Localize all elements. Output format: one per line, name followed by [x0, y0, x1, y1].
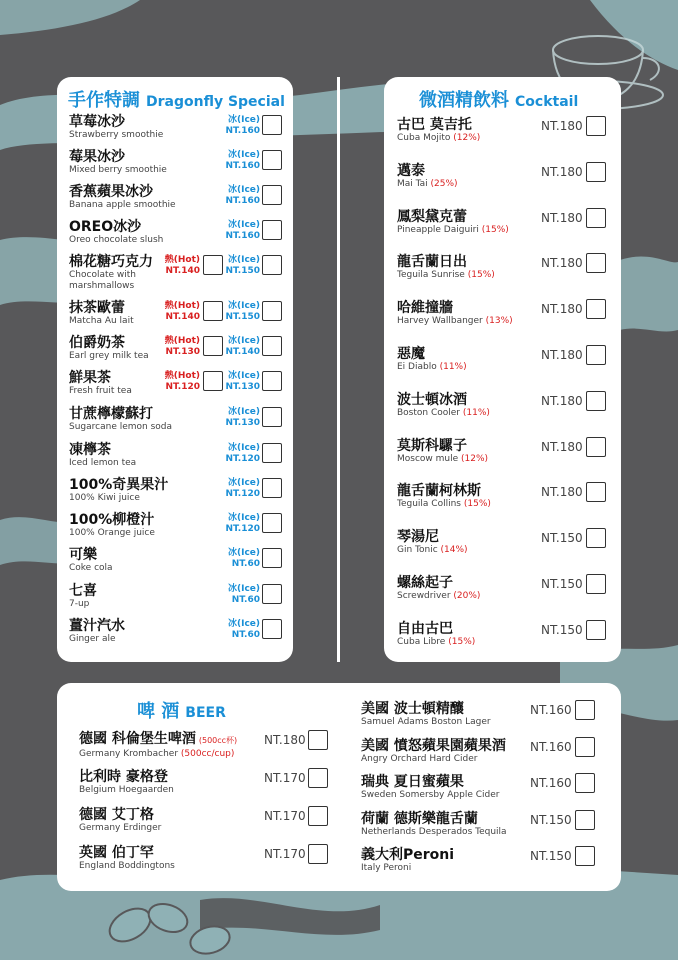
menu-item	[397, 346, 467, 373]
item-name-en-text: Belgium Hoegaarden	[79, 785, 174, 795]
order-checkbox[interactable]	[308, 730, 328, 750]
item-price: NT.170	[264, 847, 306, 861]
ice-price-value: NT.120	[225, 454, 260, 464]
menu-item	[397, 575, 480, 602]
item-name-en: Netherlands Desperados Tequila	[361, 826, 507, 837]
item-name-en: Italy Peroni	[361, 863, 412, 873]
ice-price	[220, 478, 260, 500]
item-name-en: 100% Orange juice	[69, 528, 155, 538]
item-name-en: Matcha Au lait	[69, 316, 134, 326]
item-name-zh: 邁泰	[397, 162, 425, 179]
alcohol-percent: (25%)	[430, 178, 458, 189]
item-name-zh: OREO冰沙	[69, 219, 142, 235]
order-checkbox[interactable]	[586, 162, 606, 182]
ice-checkbox[interactable]	[262, 584, 282, 604]
ice-price	[220, 407, 260, 429]
item-name-en: Sugarcane lemon soda	[69, 422, 173, 432]
item-price: NT.180	[264, 733, 306, 747]
item-name-zh	[79, 769, 174, 785]
menu-item	[397, 483, 491, 510]
item-name-zh: 哈維撞牆	[397, 300, 453, 317]
hot-price	[160, 371, 200, 393]
item-price: NT.180	[541, 256, 583, 271]
ice-price-value: NT.60	[231, 595, 260, 605]
item-name-en	[397, 179, 458, 190]
menu-item	[397, 117, 480, 144]
hot-price	[160, 336, 200, 358]
item-name-en-text: Boston Cooler	[397, 407, 461, 418]
item-name-en: Chocolate with	[69, 270, 136, 280]
item-price: NT.150	[541, 531, 583, 546]
item-name-zh: 美國 波士頓精釀	[361, 701, 464, 717]
ice-price-value: NT.60	[231, 630, 260, 640]
item-name-en: Ginger ale	[69, 634, 116, 644]
menu-item	[397, 300, 513, 327]
item-price: NT.180	[541, 439, 583, 454]
item-name-en	[79, 749, 237, 760]
menu-item	[397, 392, 490, 419]
item-price: NT.150	[541, 622, 583, 637]
item-name-zh: 螺絲起子	[397, 575, 453, 591]
menu-item	[69, 114, 163, 141]
order-checkbox[interactable]	[586, 116, 606, 136]
menu-item	[361, 847, 454, 874]
ice-label: 冰(Ice)	[227, 407, 260, 417]
item-name-en-line2: marshmallows	[69, 281, 135, 291]
menu-item	[397, 621, 475, 648]
item-name-zh-text: 比利時 豪格登	[79, 769, 168, 785]
item-name-zh: 龍舌蘭日出	[397, 254, 467, 271]
item-name-zh: 惡魔	[397, 346, 425, 362]
item-price: NT.170	[264, 771, 306, 785]
item-name-zh: 抹茶歐蕾	[69, 300, 125, 316]
size-note: (500cc杯)	[198, 736, 238, 745]
item-name-en-text: Germany Erdinger	[79, 823, 162, 833]
item-name-en-text: Germany Krombacher	[79, 749, 179, 759]
item-name-en-text: Harvey Wallbanger	[397, 316, 483, 327]
ice-price	[220, 220, 260, 242]
item-name-zh: 美國 憤怒蘋果園蘋果酒	[361, 737, 506, 754]
alcohol-percent: (15%)	[448, 636, 476, 647]
item-name-zh: 棉花糖巧克力	[69, 254, 153, 270]
item-name-zh: 瑞典 夏日蜜蘋果	[361, 774, 464, 790]
ice-price	[220, 115, 260, 137]
item-price: NT.160	[530, 739, 572, 754]
ice-price	[220, 336, 260, 358]
item-name-zh: 龍舌蘭柯林斯	[397, 483, 481, 500]
item-name-zh: 甘蔗檸檬蘇打	[69, 406, 153, 422]
size-note-en: (500cc/cup)	[180, 749, 235, 759]
ice-checkbox[interactable]	[262, 619, 282, 639]
menu-item	[69, 406, 172, 433]
hot-label: 熱(Hot)	[164, 371, 200, 381]
cocktail-title-en: Cocktail	[515, 94, 579, 110]
item-name-en: 7-up	[69, 599, 90, 609]
item-name-en	[397, 408, 490, 419]
item-name-en: Fresh fruit tea	[69, 386, 132, 396]
item-name-en	[79, 861, 175, 872]
hot-label: 熱(Hot)	[164, 255, 200, 265]
item-name-zh-text: 英國 伯丁罕	[79, 845, 154, 861]
menu-item	[397, 529, 468, 556]
item-price: NT.150	[530, 849, 572, 863]
ice-label: 冰(Ice)	[227, 513, 260, 523]
order-checkbox[interactable]	[575, 773, 595, 793]
ice-price-value: NT.130	[225, 418, 260, 428]
menu-item	[361, 738, 506, 765]
item-name-zh: 可樂	[69, 547, 97, 563]
item-name-zh: 七喜	[69, 583, 97, 599]
menu-item	[79, 845, 175, 872]
ice-price	[220, 584, 260, 606]
item-name-zh: 鳳梨黛克蕾	[397, 208, 467, 225]
item-name-zh: 伯爵奶茶	[69, 335, 125, 351]
cocktail-title	[419, 86, 578, 112]
order-checkbox[interactable]	[586, 253, 606, 273]
ice-price	[220, 150, 260, 172]
item-name-en	[79, 823, 161, 834]
ice-checkbox[interactable]	[262, 548, 282, 568]
ice-label: 冰(Ice)	[227, 548, 260, 558]
menu-item	[361, 811, 507, 838]
order-checkbox[interactable]	[586, 391, 606, 411]
beer-title-zh: 啤 酒	[137, 701, 180, 722]
item-name-zh	[79, 845, 175, 861]
item-price: NT.150	[541, 577, 583, 591]
ice-checkbox[interactable]	[262, 185, 282, 205]
ice-checkbox[interactable]	[262, 336, 282, 356]
alcohol-percent: (11%)	[462, 407, 490, 418]
item-name-en: Banana apple smoothie	[69, 200, 176, 210]
item-price: NT.160	[530, 776, 572, 790]
beer-title-en: BEER	[185, 705, 226, 721]
menu-item	[69, 370, 132, 397]
item-name-zh: 荷蘭 德斯樂龍舌蘭	[361, 810, 478, 827]
menu-item	[69, 300, 134, 327]
column-divider	[337, 77, 340, 662]
order-checkbox[interactable]	[586, 299, 606, 319]
item-price: NT.180	[541, 164, 583, 179]
item-name-en: 100% Kiwi juice	[69, 493, 140, 503]
item-name-zh: 草莓冰沙	[69, 114, 125, 130]
hot-price-value: NT.140	[165, 312, 200, 322]
item-name-zh: 薑汁汽水	[69, 618, 125, 634]
item-name-en-text: Ei Diablo	[397, 362, 437, 372]
ice-label: 冰(Ice)	[227, 185, 260, 195]
menu-item	[69, 335, 149, 362]
item-name-zh: 自由古巴	[397, 620, 453, 637]
menu-item	[69, 547, 113, 574]
cocktail-panel	[384, 77, 621, 662]
cocktail-title-zh: 微酒精飲料	[419, 90, 509, 111]
menu-item	[69, 442, 136, 469]
item-name-en-text: Screwdriver	[397, 591, 451, 601]
ice-price	[220, 255, 260, 277]
ice-price-value: NT.160	[225, 126, 260, 136]
item-name-en: Mixed berry smoothie	[69, 165, 167, 175]
item-name-en-text: Teguila Sunrise	[397, 270, 465, 281]
order-checkbox[interactable]	[586, 620, 606, 640]
item-name-en: Coke cola	[69, 563, 113, 573]
ice-label: 冰(Ice)	[227, 478, 260, 488]
ice-label: 冰(Ice)	[227, 584, 260, 594]
ice-price-value: NT.150	[225, 266, 260, 276]
item-name-en-text: Gin Tonic	[397, 545, 438, 556]
item-price: NT.170	[264, 809, 306, 823]
alcohol-percent: (13%)	[485, 316, 513, 327]
item-price: NT.180	[541, 393, 583, 408]
item-name-zh: 琴湯尼	[397, 529, 439, 546]
item-name-zh: 古巴 莫吉托	[397, 117, 472, 133]
hot-price-value: NT.140	[165, 266, 200, 276]
item-price: NT.180	[541, 348, 583, 362]
item-price: NT.180	[541, 210, 583, 225]
menu-item	[69, 583, 97, 610]
ice-price	[220, 185, 260, 207]
ice-price-value: NT.160	[225, 196, 260, 206]
item-name-zh: 100%奇異果汁	[69, 477, 169, 493]
alcohol-percent: (15%)	[467, 270, 495, 281]
menu-item	[397, 438, 488, 465]
item-name-zh	[79, 807, 161, 823]
alcohol-percent: (20%)	[453, 591, 481, 601]
item-name-en	[397, 499, 491, 510]
alcohol-percent: (12%)	[461, 453, 489, 464]
beer-panel	[57, 683, 621, 891]
menu-item	[397, 209, 509, 236]
ice-price	[220, 548, 260, 570]
hot-label: 熱(Hot)	[164, 336, 200, 346]
item-name-zh: 義大利Peroni	[361, 847, 455, 863]
alcohol-percent: (11%)	[439, 362, 467, 372]
order-checkbox[interactable]	[586, 574, 606, 594]
order-checkbox[interactable]	[575, 700, 595, 720]
item-name-en	[397, 545, 468, 556]
item-name-en	[397, 454, 488, 465]
item-name-en-text: Cuba Mojito	[397, 133, 451, 143]
menu-item	[79, 731, 237, 760]
menu-item	[69, 254, 153, 292]
menu-item	[69, 477, 168, 504]
ice-checkbox[interactable]	[262, 513, 282, 533]
item-name-zh-text: 德國 艾丁格	[79, 807, 154, 823]
ice-price	[220, 513, 260, 535]
special-title-zh: 手作特調	[68, 90, 140, 111]
menu-item	[69, 184, 176, 211]
order-checkbox[interactable]	[586, 482, 606, 502]
menu-item	[69, 219, 163, 246]
special-title-en: Dragonfly Special	[146, 94, 285, 110]
item-name-zh: 波士頓冰酒	[397, 391, 467, 408]
item-price: NT.180	[541, 119, 583, 133]
item-name-en-text: Cuba Libre	[397, 636, 446, 647]
item-name-en	[397, 270, 495, 281]
menu-item	[361, 701, 491, 728]
menu-item	[69, 149, 167, 176]
ice-checkbox[interactable]	[262, 150, 282, 170]
item-name-zh: 100%柳橙汁	[69, 512, 155, 528]
item-name-en	[397, 591, 480, 602]
item-name-zh: 莓果冰沙	[69, 149, 125, 165]
ice-checkbox[interactable]	[262, 220, 282, 240]
item-name-en-text: England Boddingtons	[79, 861, 175, 871]
order-checkbox[interactable]	[586, 208, 606, 228]
alcohol-percent: (15%)	[463, 499, 491, 510]
ice-label: 冰(Ice)	[227, 150, 260, 160]
menu-item	[397, 254, 495, 281]
ice-price-value: NT.60	[231, 559, 260, 569]
ice-checkbox[interactable]	[262, 115, 282, 135]
item-name-en-text: Teguila Collins	[397, 499, 461, 510]
hot-price-value: NT.130	[165, 347, 200, 357]
dragonfly-special-panel	[57, 77, 293, 662]
item-name-en-text: Mai Tai	[397, 178, 428, 189]
item-name-zh	[79, 731, 237, 749]
hot-price	[160, 255, 200, 277]
ice-label: 冰(Ice)	[227, 255, 260, 265]
ice-price	[220, 301, 260, 323]
item-name-en-text: Moscow mule	[397, 453, 459, 464]
item-name-en: Sweden Somersby Apple Cider	[361, 790, 500, 800]
ice-price-value: NT.160	[225, 231, 260, 241]
order-checkbox[interactable]	[586, 528, 606, 548]
ice-checkbox[interactable]	[262, 301, 282, 321]
ice-label: 冰(Ice)	[227, 115, 260, 125]
item-name-zh-text: 德國 科倫堡生啤酒	[79, 731, 196, 747]
ice-label: 冰(Ice)	[227, 371, 260, 381]
item-price: NT.180	[541, 302, 583, 317]
ice-price-value: NT.140	[225, 347, 260, 357]
hot-price-value: NT.120	[165, 382, 200, 392]
hot-price	[160, 301, 200, 323]
item-name-en	[79, 785, 174, 796]
order-checkbox[interactable]	[586, 437, 606, 457]
alcohol-percent: (14%)	[440, 545, 468, 556]
ice-price	[220, 371, 260, 393]
alcohol-percent: (15%)	[481, 224, 509, 235]
item-name-en	[397, 637, 475, 648]
item-name-zh: 凍檸茶	[69, 442, 111, 458]
ice-checkbox[interactable]	[262, 255, 282, 275]
order-checkbox[interactable]	[308, 768, 328, 788]
order-checkbox[interactable]	[308, 806, 328, 826]
ice-label: 冰(Ice)	[227, 301, 260, 311]
order-checkbox[interactable]	[575, 810, 595, 830]
ice-checkbox[interactable]	[262, 371, 282, 391]
item-price: NT.160	[530, 703, 572, 717]
item-name-en-text: Pineapple Daiguiri	[397, 224, 479, 235]
ice-checkbox[interactable]	[262, 407, 282, 427]
item-name-zh: 莫斯科騾子	[397, 437, 467, 454]
item-name-en	[397, 225, 509, 236]
ice-price	[220, 619, 260, 641]
item-name-en: Iced lemon tea	[69, 458, 137, 468]
item-price: NT.180	[541, 485, 583, 500]
ice-price-value: NT.130	[225, 382, 260, 392]
ice-price-value: NT.120	[225, 489, 260, 499]
ice-price-value: NT.160	[225, 161, 260, 171]
item-name-en: Samuel Adams Boston Lager	[361, 717, 491, 727]
beer-title	[137, 697, 226, 723]
ice-checkbox[interactable]	[262, 443, 282, 463]
order-checkbox[interactable]	[575, 737, 595, 757]
item-name-en: Oreo chocolate slush	[69, 235, 164, 245]
menu-item	[79, 807, 161, 834]
item-name-en	[397, 133, 480, 144]
order-checkbox[interactable]	[575, 846, 595, 866]
item-name-en: Earl grey milk tea	[69, 351, 149, 361]
item-name-en: Angry Orchard Hard Cider	[361, 753, 478, 764]
ice-price-value: NT.120	[225, 524, 260, 534]
ice-label: 冰(Ice)	[227, 443, 260, 453]
item-name-en	[397, 316, 513, 327]
order-checkbox[interactable]	[586, 345, 606, 365]
menu-item	[69, 618, 125, 645]
alcohol-percent: (12%)	[453, 133, 481, 143]
item-price: NT.150	[530, 812, 572, 827]
ice-price-value: NT.150	[225, 312, 260, 322]
menu-item	[69, 512, 155, 539]
ice-label: 冰(Ice)	[227, 619, 260, 629]
order-checkbox[interactable]	[308, 844, 328, 864]
ice-checkbox[interactable]	[262, 478, 282, 498]
ice-label: 冰(Ice)	[227, 336, 260, 346]
menu-item	[79, 769, 174, 796]
item-name-en: Strawberry smoothie	[69, 130, 164, 140]
hot-label: 熱(Hot)	[164, 301, 200, 311]
ice-label: 冰(Ice)	[227, 220, 260, 230]
menu-item	[361, 774, 499, 801]
special-title	[68, 86, 285, 112]
ice-price	[220, 443, 260, 465]
menu-item	[397, 163, 458, 190]
item-name-en	[397, 362, 467, 373]
item-name-zh: 香蕉蘋果冰沙	[69, 184, 153, 200]
item-name-zh: 鮮果茶	[69, 370, 111, 386]
